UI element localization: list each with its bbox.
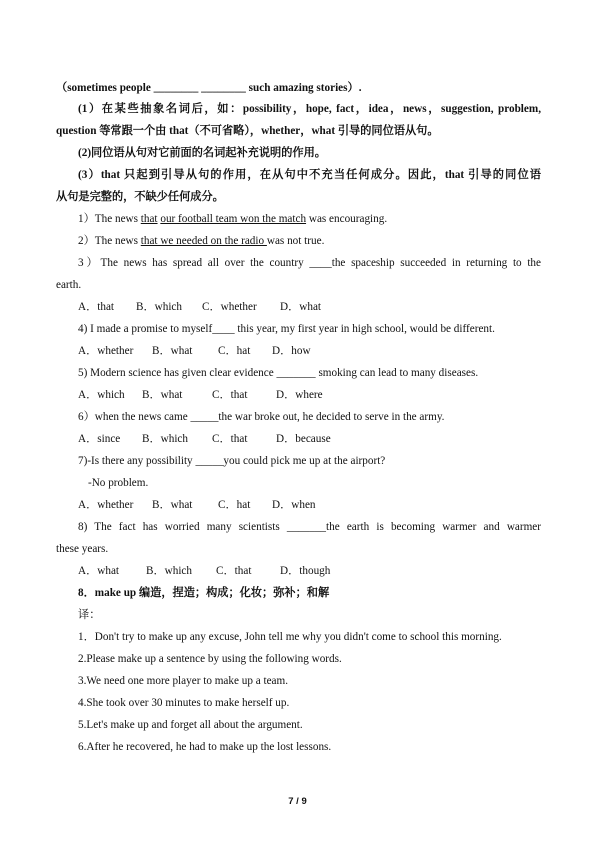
- rule-1-line-1: (1）在某些抽象名词后，如：possibility，hope, fact，idea，news，suggestion, problem,: [78, 103, 541, 115]
- example-2: [78, 234, 324, 248]
- rule-3-line-1: (3）that 只起到引导从句的作用，在从句中不充当任何成分。因此，that 引导的同位语: [78, 169, 541, 181]
- question-4: 4) I made a promise to myself____ this year, my first year in high school, would be different.: [78, 323, 495, 335]
- example-2-pre: 2）The news: [78, 235, 141, 247]
- option-c[interactable]: C．that: [216, 565, 252, 577]
- top-sentence: [56, 81, 362, 95]
- option-d[interactable]: D．what: [280, 301, 322, 313]
- option-d[interactable]: D．how: [272, 345, 311, 357]
- section-heading: [78, 586, 329, 600]
- sentence-5: 5.Let's make up and forget all about the argument.: [78, 719, 303, 731]
- close-bracket: ）.: [347, 82, 362, 94]
- sentence-3: 3.We need one more player to make up a team.: [78, 675, 289, 687]
- option-d[interactable]: D．where: [276, 389, 323, 401]
- option-b[interactable]: B．what: [142, 389, 183, 401]
- option-a[interactable]: A．which: [78, 389, 125, 401]
- example-2-post: was not true.: [266, 235, 325, 247]
- open-bracket: （: [56, 82, 68, 94]
- question-7-line-2: -No problem.: [88, 477, 149, 489]
- question-7-line-1: 7)-Is there any possibility _____you could pick me up at the airport?: [78, 455, 386, 467]
- sentence-6: 6.After he recovered, he had to make up the lost lessons.: [78, 741, 332, 753]
- option-c[interactable]: C．that: [212, 389, 248, 401]
- translate-label: 译：: [78, 609, 101, 621]
- option-c[interactable]: C．hat: [218, 499, 251, 511]
- question-7-options: [78, 498, 316, 512]
- option-d[interactable]: D．though: [280, 565, 331, 577]
- option-a[interactable]: A．what: [78, 565, 120, 577]
- option-a[interactable]: A．since: [78, 433, 121, 445]
- sentence-4: 4.She took over 30 minutes to make herself up.: [78, 697, 290, 709]
- question-6-options: [78, 432, 331, 446]
- question-8-line-2: these years.: [56, 543, 109, 555]
- question-4-options: [78, 344, 311, 358]
- rule-2: (2)同位语从句对它前面的名词起补充说明的作用。: [78, 147, 326, 159]
- question-5: 5) Modern science has given clear evidence _______ smoking can lead to many diseases.: [78, 367, 479, 379]
- rule-3-line-2: 从句是完整的，不缺少任何成分。: [56, 191, 224, 203]
- section-phrase: make up: [94, 587, 137, 599]
- option-d[interactable]: D．when: [272, 499, 316, 511]
- example-1-pre: 1）The news: [78, 213, 141, 225]
- option-c[interactable]: C．whether: [202, 301, 257, 313]
- example-2-underline-clause: that we needed on the radio: [140, 235, 267, 247]
- question-3-options: [78, 300, 321, 314]
- option-c[interactable]: C．hat: [218, 345, 251, 357]
- rule-1-line-2: question 等常跟一个由 that（不可省略），whether，what 引导的同位语从句。: [56, 125, 439, 137]
- option-a[interactable]: A．that: [78, 301, 115, 313]
- example-1-underline-clause: our football team won the match: [160, 213, 307, 225]
- question-5-options: [78, 388, 323, 402]
- question-3-line-1: 3）The news has spread all over the country ____the spaceship succeeded in returning to the: [78, 257, 541, 269]
- option-a[interactable]: A．whether: [78, 499, 134, 511]
- option-b[interactable]: B．which: [136, 301, 182, 313]
- option-d[interactable]: D．because: [276, 433, 331, 445]
- option-b[interactable]: B．which: [146, 565, 192, 577]
- option-c[interactable]: C．that: [212, 433, 248, 445]
- example-1: [78, 212, 387, 226]
- question-8-line-1: 8) The fact has worried many scientists _______the earth is becoming warmer and warmer: [78, 521, 541, 533]
- sentence-1: 1．Don't try to make up any excuse, John tell me why you didn't come to school this morning.: [78, 631, 502, 643]
- option-b[interactable]: B．what: [152, 499, 193, 511]
- option-b[interactable]: B．what: [152, 345, 193, 357]
- question-6: 6）when the news came _____the war broke out, he decided to serve in the army.: [78, 411, 445, 423]
- question-8-options: [78, 564, 330, 578]
- page-number: 7 / 9: [288, 796, 307, 807]
- section-meanings: 编造，捏造；构成；化妆；弥补；和解: [136, 587, 330, 599]
- option-b[interactable]: B．which: [142, 433, 188, 445]
- question-3-line-2: earth.: [56, 279, 82, 291]
- sentence-2: 2.Please make up a sentence by using the following words.: [78, 653, 342, 665]
- option-a[interactable]: A．whether: [78, 345, 134, 357]
- section-number: 8．: [78, 587, 95, 599]
- example-1-post: was encouraging.: [306, 213, 388, 225]
- top-sentence-text: sometimes people ________ ________ such amazing stories: [67, 82, 348, 94]
- example-1-underline-that: that: [140, 213, 158, 225]
